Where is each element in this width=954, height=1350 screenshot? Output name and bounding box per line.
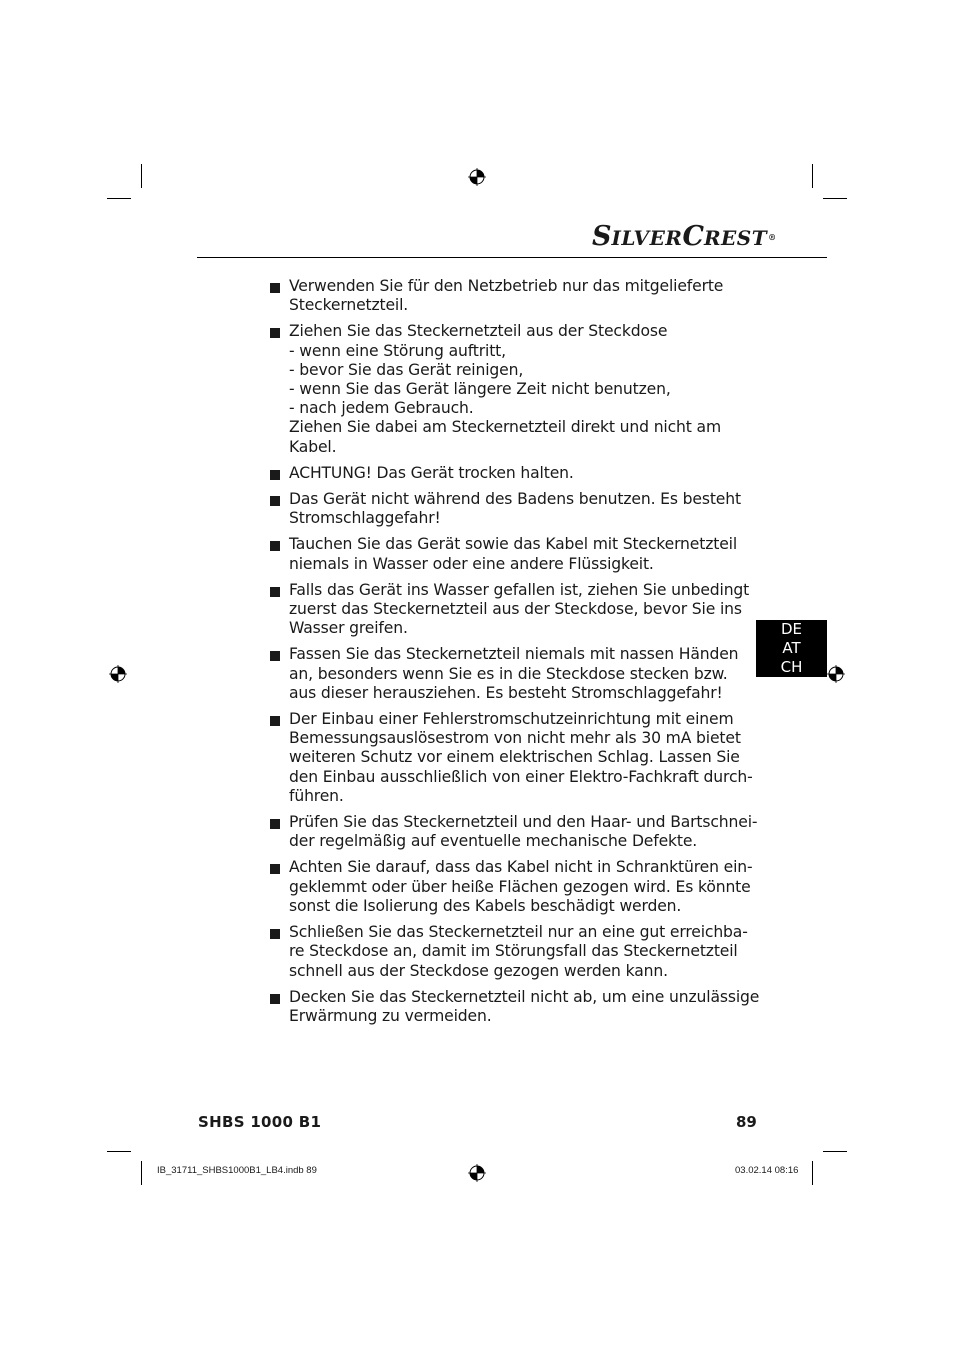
- language-code: CH: [780, 658, 803, 676]
- square-bullet-icon: [270, 470, 280, 480]
- crop-mark: [141, 164, 142, 188]
- square-bullet-icon: [270, 929, 280, 939]
- list-item-line: - wenn Sie das Gerät längere Zeit nicht benutzen,: [289, 380, 671, 399]
- list-item: [266, 710, 753, 806]
- list-item-line: Falls das Gerät ins Wasser gefallen ist, ziehen Sie unbedingt: [289, 580, 750, 599]
- safety-instructions-list: [266, 277, 760, 1033]
- list-item-line: Wasser greifen.: [289, 619, 408, 638]
- list-item-line: Achten Sie darauf, dass das Kabel nicht in Schranktüren ein-: [289, 858, 753, 877]
- registration-mark-icon: [109, 665, 127, 683]
- crop-mark: [107, 1151, 131, 1152]
- list-item: [266, 322, 746, 456]
- list-item-line: aus dieser herausziehen. Es besteht Stromschlaggefahr!: [289, 683, 723, 702]
- square-bullet-icon: [270, 819, 280, 829]
- square-bullet-icon: [270, 496, 280, 506]
- list-item: [266, 923, 746, 981]
- square-bullet-icon: [270, 283, 280, 293]
- list-item-line: führen.: [289, 786, 344, 805]
- language-code: AT: [782, 639, 801, 657]
- list-item-line: der regelmäßig auf eventuelle mechanische Defekte.: [289, 832, 698, 851]
- crop-mark: [107, 198, 131, 199]
- list-item-line: Tauchen Sie das Gerät sowie das Kabel mit Steckernetzteil: [289, 535, 738, 554]
- list-item-line: re Steckdose an, damit im Störungsfall das Steckernetzteil: [289, 942, 738, 961]
- crop-mark: [812, 1161, 813, 1185]
- list-item-line: Schließen Sie das Steckernetzteil nur an eine gut erreichba-: [289, 923, 748, 942]
- language-tab: [756, 620, 827, 677]
- language-code: DE: [780, 620, 803, 638]
- list-item-line: Prüfen Sie das Steckernetzteil und den Haar- und Bartschnei-: [289, 813, 758, 832]
- print-slug-file: IB_31711_SHBS1000B1_LB4.indb 89: [157, 1165, 317, 1176]
- list-item-line: an, besonders wenn Sie es in die Steckdose stecken bzw.: [289, 664, 728, 683]
- list-item-line: schnell aus der Steckdose gezogen werden kann.: [289, 961, 668, 980]
- list-item-line: Ziehen Sie das Steckernetzteil aus der Steckdose: [289, 322, 668, 341]
- list-item: [266, 464, 746, 483]
- list-item-line: Stromschlaggefahr!: [289, 509, 441, 528]
- square-bullet-icon: [270, 994, 280, 1004]
- list-item-line: weiteren Schutz vor einem elektrischen Schlag. Lassen Sie: [289, 748, 740, 767]
- list-item: [266, 987, 760, 1026]
- square-bullet-icon: [270, 587, 280, 597]
- square-bullet-icon: [270, 651, 280, 661]
- list-item-line: niemals in Wasser oder eine andere Flüssigkeit.: [289, 554, 654, 573]
- list-item-line: Kabel.: [289, 437, 337, 456]
- registration-mark-icon: [468, 168, 486, 186]
- list-item: [266, 580, 750, 639]
- list-item-line: ACHTUNG! Das Gerät trocken halten.: [289, 463, 574, 482]
- list-item-line: - bevor Sie das Gerät reinigen,: [289, 360, 524, 379]
- header-rule: [197, 257, 827, 258]
- brand-logo: SILVERCREST®: [592, 221, 777, 252]
- square-bullet-icon: [270, 864, 280, 874]
- list-item-line: den Einbau ausschließlich von einer Elektro-Fachkraft durch-: [289, 767, 753, 786]
- list-item-line: Steckernetzteil.: [289, 296, 409, 315]
- registration-mark-icon: [468, 1164, 486, 1182]
- list-item: [266, 535, 746, 573]
- crop-mark: [141, 1161, 142, 1185]
- crop-mark: [823, 1151, 847, 1152]
- crop-mark: [823, 198, 847, 199]
- list-item: [266, 490, 746, 528]
- list-item-line: Verwenden Sie für den Netzbetrieb nur das mitgelieferte: [289, 277, 724, 295]
- list-item-line: Ziehen Sie dabei am Steckernetzteil direkt und nicht am: [289, 418, 721, 437]
- footer-model-number: SHBS 1000 B1: [198, 1113, 322, 1131]
- list-item-line: Decken Sie das Steckernetzteil nicht ab, um eine unzulässige: [289, 987, 760, 1006]
- list-item-line: sonst die Isolierung des Kabels beschädigt werden.: [289, 896, 682, 915]
- footer-page-number: 89: [736, 1113, 757, 1131]
- square-bullet-icon: [270, 541, 280, 551]
- list-item-line: Fassen Sie das Steckernetzteil niemals mit nassen Händen: [289, 645, 739, 664]
- list-item: [266, 813, 758, 851]
- print-slug-datetime: 03.02.14 08:16: [735, 1165, 799, 1176]
- crop-mark: [812, 164, 813, 188]
- list-item-line: - nach jedem Gebrauch.: [289, 399, 474, 418]
- list-item-line: Bemessungsauslösestrom von nicht mehr als 30 mA bietet: [289, 729, 741, 748]
- list-item-line: zuerst das Steckernetzteil aus der Steckdose, bevor Sie ins: [289, 600, 742, 619]
- list-item: [266, 645, 746, 703]
- list-item-line: Das Gerät nicht während des Badens benutzen. Es besteht: [289, 490, 741, 509]
- list-item-line: geklemmt oder über heiße Flächen gezogen wird. Es könnte: [289, 877, 751, 896]
- square-bullet-icon: [270, 328, 280, 338]
- registration-mark-icon: [827, 665, 845, 683]
- list-item-line: - wenn eine Störung auftritt,: [289, 341, 506, 360]
- list-item-line: Erwärmung zu vermeiden.: [289, 1006, 492, 1025]
- list-item: [266, 858, 753, 916]
- square-bullet-icon: [270, 716, 280, 726]
- list-item-line: Der Einbau einer Fehlerstromschutzeinrichtung mit einem: [289, 710, 734, 729]
- list-item: [266, 277, 746, 315]
